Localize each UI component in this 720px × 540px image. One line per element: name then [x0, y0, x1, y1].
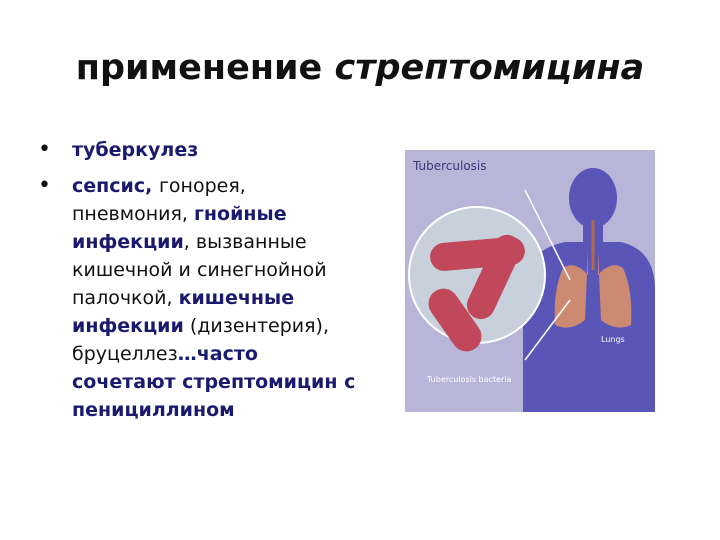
bullet-bold-text: туберкулез — [72, 139, 199, 161]
bullet-text: гонорея, пневмония, — [72, 175, 246, 225]
title-emphasis: стрептомицина — [334, 48, 645, 88]
illustration-svg — [405, 150, 655, 412]
bullet-bold-text: …часто сочетают стрептомицин с пенициллином — [72, 343, 356, 421]
label-bacteria: Tuberculosis bacteria — [427, 375, 512, 384]
bullet-list — [36, 136, 366, 432]
bullet-bold-text: кишечные инфекции — [72, 287, 295, 337]
tuberculosis-illustration — [405, 150, 655, 412]
label-lungs: Lungs — [601, 335, 625, 344]
slide-title — [0, 48, 720, 88]
bullet-bold-text: сепсис, — [72, 175, 159, 197]
bullet-item — [36, 172, 366, 424]
bullet-text: (дизентерия), бруцеллез — [72, 315, 329, 365]
bullet-marker: • — [38, 173, 51, 198]
bullet-item — [36, 136, 366, 164]
label-tuberculosis: Tuberculosis — [413, 159, 487, 173]
bullet-marker: • — [38, 137, 51, 162]
bullet-bold-text: гнойные инфекции — [72, 203, 287, 253]
title-text: применение — [75, 48, 335, 88]
bullet-text: , вызванные кишечной и синегнойной палочкой, — [72, 231, 327, 309]
